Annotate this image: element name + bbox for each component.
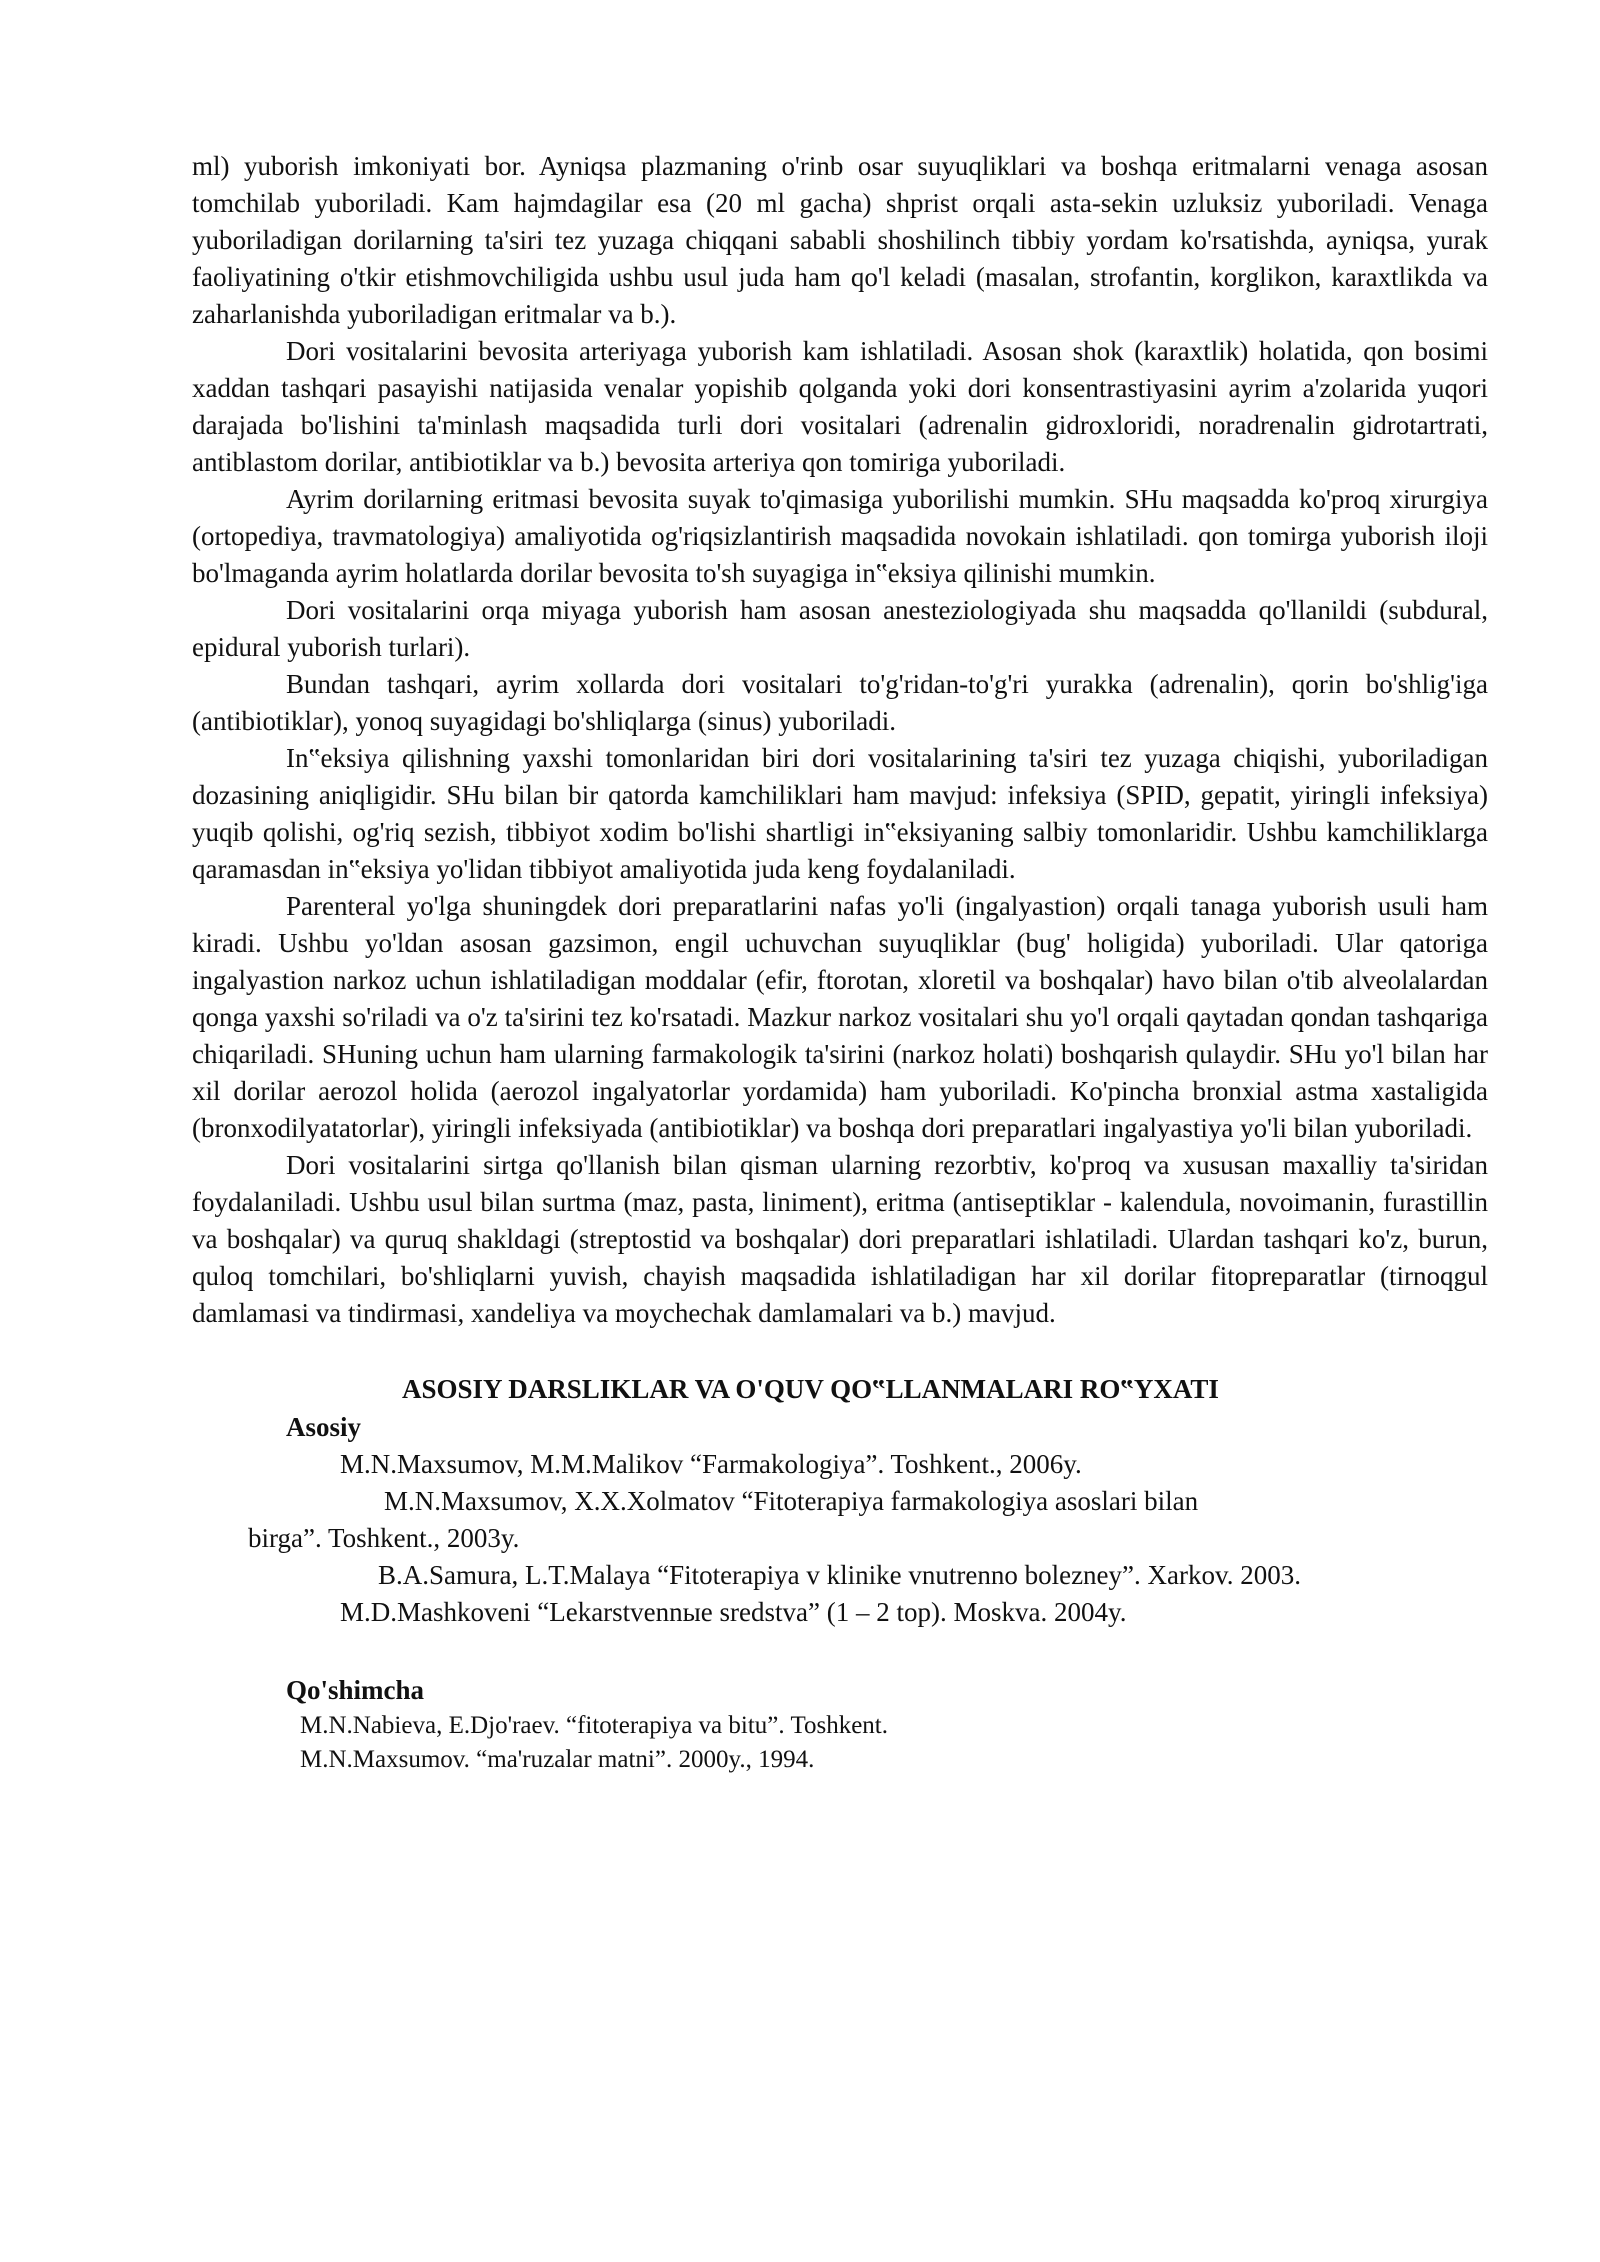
paragraph-injection-pros-cons: In‟eksiya qilishning yaxshi tomonlaridan biri dori vositalarining ta'siri tez yuzaga chiqishi, yuboriladigan dozasining aniqligidir. SHu bilan bir qatorda kamchiliklari ham mavjud: infeksiya (SPID, gepatit, yiringli infeksiya) yuqib qolishi, og'riq sezish, tibbiyot xodim bo'lishi shartligi in‟eksiyaning salbiy tomonlaridir. Ushbu kamchiliklarga qaramasdan in‟eksiya yo'lidan tibbiyot amaliyotida juda keng foydalaniladi. [192, 743, 1488, 884]
reference-item: M.D.Mashkoveni “Lekarstvennые sredstva” (1 – 2 top). Moskva. 2004y. [340, 1597, 1127, 1627]
reference-item-continuation: birga”. Toshkent., 2003y. [248, 1523, 520, 1553]
reference-item: M.N.Maxsumov, X.X.Xolmatov “Fitoterapiya farmakologiya asoslari bilan [384, 1486, 1199, 1516]
document-page [192, 148, 1488, 1777]
references-heading: ASOSIY DARSLIKLAR VA O'QUV QO‟LLANMALARI RO‟YXATI [402, 1374, 1219, 1404]
extra-references-label: Qo'shimcha [286, 1675, 425, 1705]
paragraph-intravenous: ml) yuborish imkoniyati bor. Ayniqsa plazmaning o'rinb osar suyuqliklari va boshqa eritmalarni venaga asosan tomchilab yuboriladi. Kam hajmdagilar esa (20 ml gacha) shprist orqali asta-sekin uzluksiz yuboriladi. Venaga yuboriladigan dorilarning ta'siri tez yuzaga chiqqani sababli shoshilinch tibbiy yordam ko'rsatishda, ayniqsa, yurak faoliyatining o'tkir etishmovchiligida ushbu usul juda ham qo'l keladi (masalan, strofantin, korglikon, karaxtlikda va zaharlanishda yuboriladigan eritmalar va b.). [192, 151, 1488, 329]
main-references-label: Asosiy [286, 1412, 362, 1442]
paragraph-topical: Dori vositalarini sirtga qo'llanish bilan qisman ularning rezorbtiv, ko'proq va xususan maxalliy ta'siridan foydalaniladi. Ushbu usul bilan surtma (maz, pasta, liniment), eritma (antiseptiklar - kalendula, novoimanin, furastillin va boshqalar) va quruq shakldagi (streptostid va boshqalar) dori preparatlari ishlatiladi. Ulardan tashqari ko'z, burun, quloq tomchilari, bo'shliqlarni yuvish, chayish maqsadida ishlatiladigan har xil dorilar fitopreparatlar (tirnoqgul damlamasi va tindirmasi, xandeliya va moychechak damlamalari va b.) mavjud. [192, 1150, 1488, 1328]
reference-item: M.N.Maxsumov, M.M.Malikov “Farmakologiya”. Toshkent., 2006y. [340, 1449, 1082, 1479]
paragraph-bone: Ayrim dorilarning eritmasi bevosita suyak to'qimasiga yuborilishi mumkin. SHu maqsadda ko'proq xirurgiya (ortopediya, travmatologiya) amaliyotida og'riqsizlantirish maqsadida novokain ishlatiladi. qon tomirga yuborish iloji bo'lmaganda ayrim holatlarda dorilar bevosita to'sh suyagiga in‟eksiya qilinishi mumkin. [192, 484, 1488, 588]
extra-reference-item: M.N.Maxsumov. “ma'ruzalar matni”. 2000y., 1994. [300, 1746, 815, 1773]
extra-reference-item: M.N.Nabieva, E.Djo'raev. “fitoterapiya va bitu”. Toshkent. [300, 1712, 888, 1739]
paragraph-arterial: Dori vositalarini bevosita arteriyaga yuborish kam ishlatiladi. Asosan shok (karaxtlik) holatida, qon bosimi xaddan tashqari pasayishi natijasida venalar yopishib qolganda yoki dori konsentrastiyasini ayrim a'zolarida yuqori darajada bo'lishini ta'minlash maqsadida turli dori vositalari (adrenalin gidroxloridi, noradrenalin gidrotartrati, antiblastom dorilar, antibiotiklar va b.) bevosita arteriya qon tomiriga yuboriladi. [192, 336, 1488, 477]
paragraph-spinal: Dori vositalarini orqa miyaga yuborish ham asosan anesteziologiyada shu maqsadda qo'llanildi (subdural, epidural yuborish turlari). [192, 595, 1488, 662]
paragraph-other-routes: Bundan tashqari, ayrim xollarda dori vositalari to'g'ridan-to'g'ri yurakka (adrenalin), qorin bo'shlig'iga (antibiotiklar), yonoq suyagidagi bo'shliqlarga (sinus) yuboriladi. [192, 669, 1488, 736]
reference-item: B.A.Samura, L.T.Malaya “Fitoterapiya v klinike vnutrenno bolezney”. Xarkov. 2003. [378, 1560, 1301, 1590]
paragraph-inhalation: Parenteral yo'lga shuningdek dori preparatlarini nafas yo'li (ingalyastion) orqali tanaga yuborish usuli ham kiradi. Ushbu yo'ldan asosan gazsimon, engil uchuvchan suyuqliklar (bug' holigida) yuboriladi. Ular qatoriga ingalyastion narkoz uchun ishlatiladigan moddalar (efir, ftorotan, xloretil va boshqalar) havo bilan o'tib alveolalardan qonga yaxshi so'riladi va o'z ta'sirini tez ko'rsatadi. Mazkur narkoz vositalari shu yo'l orqali qaytadan qondan tashqariga chiqariladi. SHuning uchun ham ularning farmakologik ta'sirini (narkoz holati) boshqarish qulaydir. SHu yo'l bilan har xil dorilar aerozol holida (aerozol ingalyatorlar yordamida) ham yuboriladi. Ko'pincha bronxial astma xastaligida (bronxodilyatatorlar), yiringli infeksiyada (antibiotiklar) va boshqa dori preparatlari ingalyastiya yo'li bilan yuboriladi. [192, 891, 1488, 1143]
